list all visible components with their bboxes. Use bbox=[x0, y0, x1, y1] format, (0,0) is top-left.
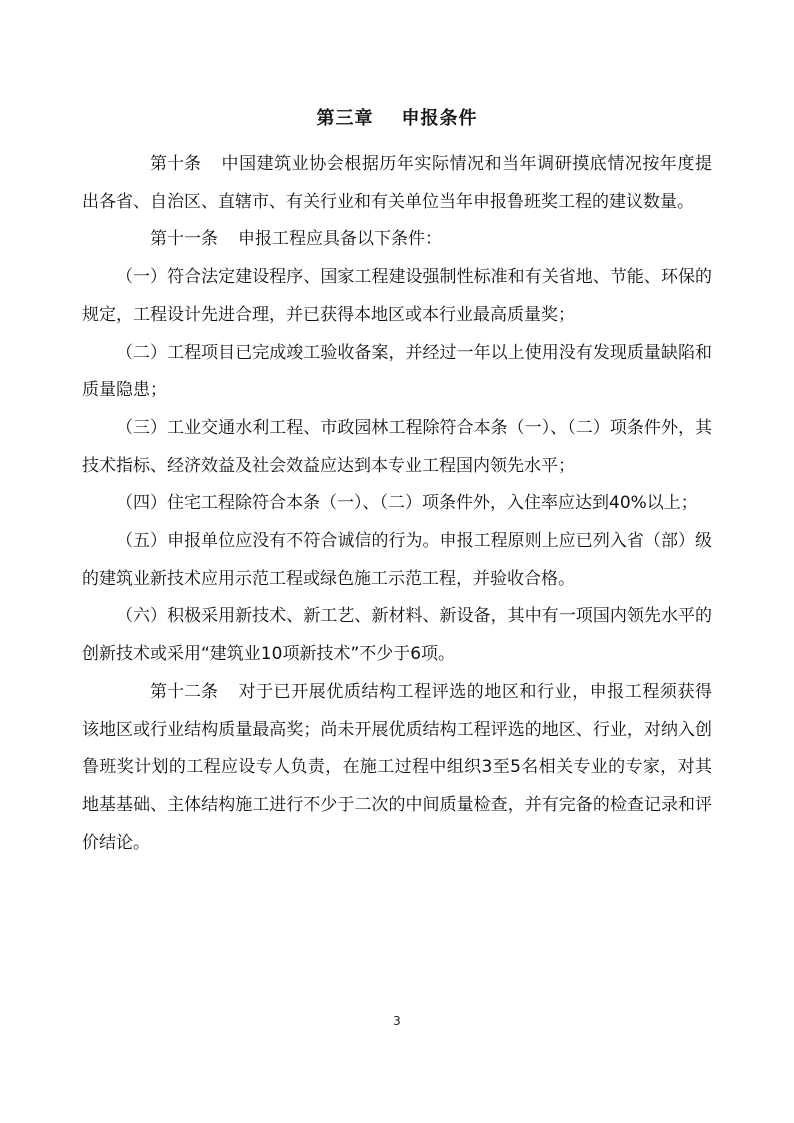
article-12-label: 第十二条 bbox=[150, 681, 218, 702]
article-12-text: 对于已开展优质结构工程评选的地区和行业，申报工程须获得该地区或行业结构质量最高奖；尚未开展优质结构工程评选的地区、行业，对纳入创鲁班奖计划的工程应设专人负责，在施工过程中组织3至5名相关专业的专家，对其地基基础、主体结构施工进行不少于二次的中间质量检查，并有完备的检查记录和评价结论。 bbox=[82, 681, 712, 853]
article-11-item-1: （一）符合法定建设程序、国家工程建设强制性标准和有关省地、节能、环保的规定，工程设计先进合理，并已获得本地区或本行业最高质量奖； bbox=[82, 267, 712, 325]
article-12 bbox=[82, 674, 712, 863]
article-10-label: 第十条 bbox=[150, 154, 201, 174]
document-body bbox=[82, 146, 712, 862]
chapter-heading bbox=[0, 104, 794, 130]
article-11-item-5: （五）申报单位应没有不符合诚信的行为。申报工程原则上应已列入省（部）级的建筑业新技术应用示范工程或绿色施工示范工程，并验收合格。 bbox=[82, 531, 712, 589]
article-11 bbox=[82, 221, 712, 259]
article-11-item-3: （三）工业交通水利工程、市政园林工程除符合本条（一）、（二）项条件外，其技术指标、经济效益及社会效益应达到本专业工程国内领先水平； bbox=[82, 417, 712, 476]
article-11-item-4: （四）住宅工程除符合本条（一）、（二）项条件外，入住率应达到40%以上； bbox=[116, 493, 698, 514]
chapter-number: 第三章 bbox=[316, 108, 374, 129]
chapter-title: 申报条件 bbox=[401, 108, 478, 129]
article-11-item-6: （六）积极采用新技术、新工艺、新材料、新设备，其中有一项国内领先水平的创新技术或采用“建筑业10项新技术”不少于6项。 bbox=[82, 606, 712, 665]
article-11-text: 申报工程应具备以下条件： bbox=[238, 229, 442, 250]
article-10 bbox=[82, 146, 712, 221]
article-11-label: 第十一条 bbox=[150, 229, 218, 250]
page-number: 3 bbox=[393, 1014, 401, 1028]
article-11-item-2: （二）工程项目已完成竣工验收备案，并经过一年以上使用没有发现质量缺陷和质量隐患； bbox=[82, 342, 712, 401]
article-10-text: 中国建筑业协会根据历年实际情况和当年调研摸底情况按年度提出各省、自治区、直辖市、有关行业和有关单位当年申报鲁班奖工程的建议数量。 bbox=[82, 154, 712, 212]
